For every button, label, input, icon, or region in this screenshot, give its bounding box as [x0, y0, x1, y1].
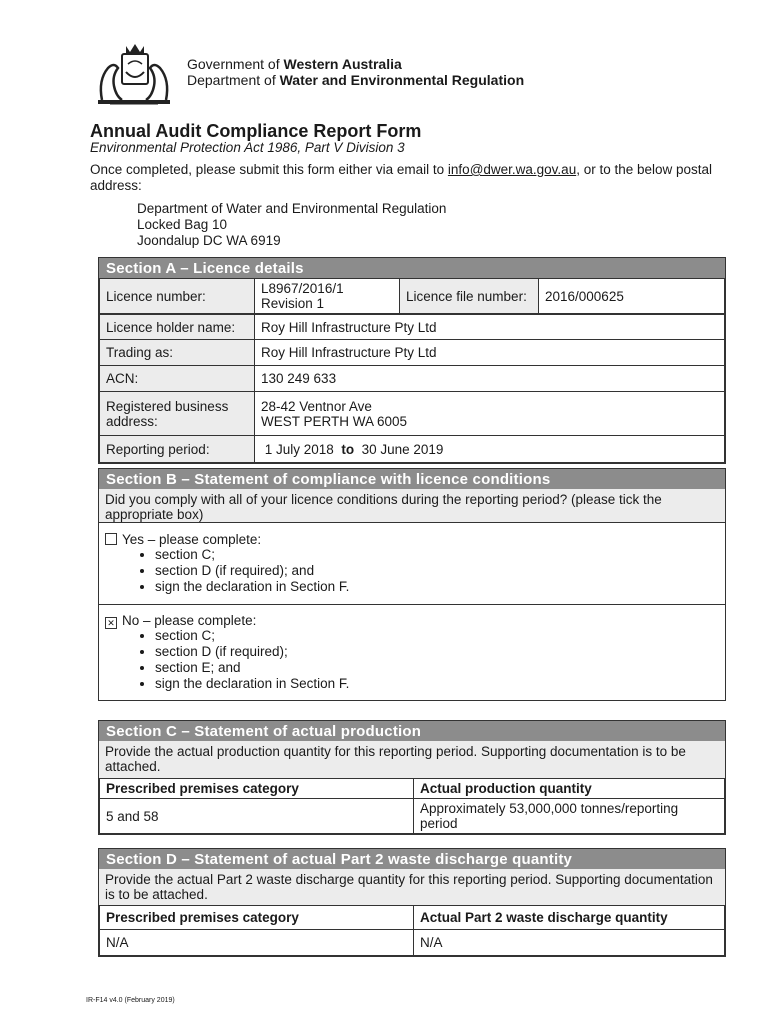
waste-instruction: Provide the actual Part 2 waste discharge quantity for this reporting period. Supporting documentation is to be attached.: [99, 869, 725, 906]
email-link[interactable]: info@dwer.wa.gov.au: [447, 162, 577, 177]
licence-number-value: [255, 279, 400, 314]
no-item-3: • section E; and: [155, 660, 719, 676]
yes-checkbox[interactable]: [105, 533, 117, 545]
section-c: [98, 720, 726, 835]
no-item-1: • section C;: [155, 628, 719, 644]
licence-details-table: [99, 278, 725, 314]
postal-address-line2: Locked Bag 10: [137, 217, 228, 232]
acn-value: 130 249 633: [255, 366, 725, 392]
gov-prefix: Government of: [187, 56, 280, 72]
form-title: Annual Audit Compliance Report Form: [90, 121, 422, 141]
yes-list: [105, 547, 719, 595]
no-label: No – please complete:: [122, 613, 257, 628]
no-item-2: • section D (if required);: [155, 644, 719, 660]
business-address-label: Registered business address:: [100, 392, 255, 436]
period-to-word: to: [341, 441, 355, 457]
business-address-line1: 28-42 Ventnor Ave: [261, 398, 372, 414]
postal-address: [137, 201, 446, 249]
form-intro: [90, 162, 730, 194]
waste-table: [99, 905, 725, 956]
period-from: 1 July 2018: [264, 441, 334, 457]
holder-label: Licence holder name:: [100, 315, 255, 340]
yes-option: [99, 523, 725, 605]
yes-item-2: • section D (if required); and: [155, 563, 719, 579]
no-checkbox[interactable]: ✕: [105, 617, 117, 629]
intro-text-after: , or to the below postal address:: [90, 162, 713, 193]
intro-text-before: Once completed, please submit this form either via email to: [90, 162, 448, 177]
trading-value: Roy Hill Infrastructure Pty Ltd: [255, 340, 725, 366]
dept-name: Water and Environmental Regulation: [279, 72, 525, 88]
section-d-heading: Section D – Statement of actual Part 2 waste discharge quantity: [99, 849, 725, 869]
yes-label: Yes – please complete:: [122, 532, 262, 547]
compliance-question: Did you comply with all of your licence conditions during the reporting period? (please tick the appropriate box): [99, 489, 725, 523]
production-col2-header: Actual production quantity: [414, 779, 725, 799]
waste-quantity-value: N/A: [414, 930, 725, 956]
government-header: [187, 56, 524, 88]
no-list: [105, 628, 719, 692]
business-address-value: [255, 392, 725, 436]
postal-address-line1: Department of Water and Environmental Regulation: [137, 201, 447, 216]
production-category-value: 5 and 58: [100, 799, 414, 834]
reporting-period-label: Reporting period:: [100, 436, 255, 463]
business-address-line2: WEST PERTH WA 6005: [261, 413, 408, 429]
waste-col2-header: Actual Part 2 waste discharge quantity: [414, 906, 725, 930]
form-subtitle: Environmental Protection Act 1986, Part V Division 3: [90, 140, 405, 155]
waste-col1-header: Prescribed premises category: [100, 906, 414, 930]
yes-item-1: • section C;: [155, 547, 719, 563]
section-d: [98, 848, 726, 957]
section-c-heading: Section C – Statement of actual production: [99, 721, 725, 741]
section-a-heading: Section A – Licence details: [99, 258, 725, 278]
production-quantity-value: Approximately 53,000,000 tonnes/reporting period: [414, 799, 725, 834]
holder-value: Roy Hill Infrastructure Pty Ltd: [255, 315, 725, 340]
section-a: [98, 257, 726, 464]
licence-number-label: Licence number:: [100, 279, 255, 314]
production-col1-header: Prescribed premises category: [100, 779, 414, 799]
licence-file-label: Licence file number:: [400, 279, 539, 314]
production-instruction: Provide the actual production quantity for this reporting period. Supporting documentation is to be attached.: [99, 741, 725, 779]
section-b: [98, 468, 726, 701]
section-b-heading: Section B – Statement of compliance with licence conditions: [99, 469, 725, 489]
period-to: 30 June 2019: [361, 441, 444, 457]
dept-prefix: Department of: [187, 72, 276, 88]
licence-details-table-2: [99, 314, 725, 463]
licence-number-line2: Revision 1: [261, 296, 325, 311]
wa-government-crest-icon: [88, 42, 180, 110]
waste-category-value: N/A: [100, 930, 414, 956]
postal-address-line3: Joondalup DC WA 6919: [137, 233, 281, 248]
licence-number-line1: L8967/2016/1: [261, 281, 344, 296]
form-code-footer: IR-F14 v4.0 (February 2019): [86, 997, 175, 1004]
no-option: [99, 605, 725, 700]
licence-file-value: 2016/000625: [539, 279, 725, 314]
reporting-period-value: [255, 436, 725, 463]
production-table: [99, 778, 725, 834]
no-item-4: • sign the declaration in Section F.: [155, 676, 719, 692]
trading-label: Trading as:: [100, 340, 255, 366]
acn-label: ACN:: [100, 366, 255, 392]
yes-item-3: • sign the declaration in Section F.: [155, 579, 719, 595]
gov-name: Western Australia: [283, 56, 402, 72]
